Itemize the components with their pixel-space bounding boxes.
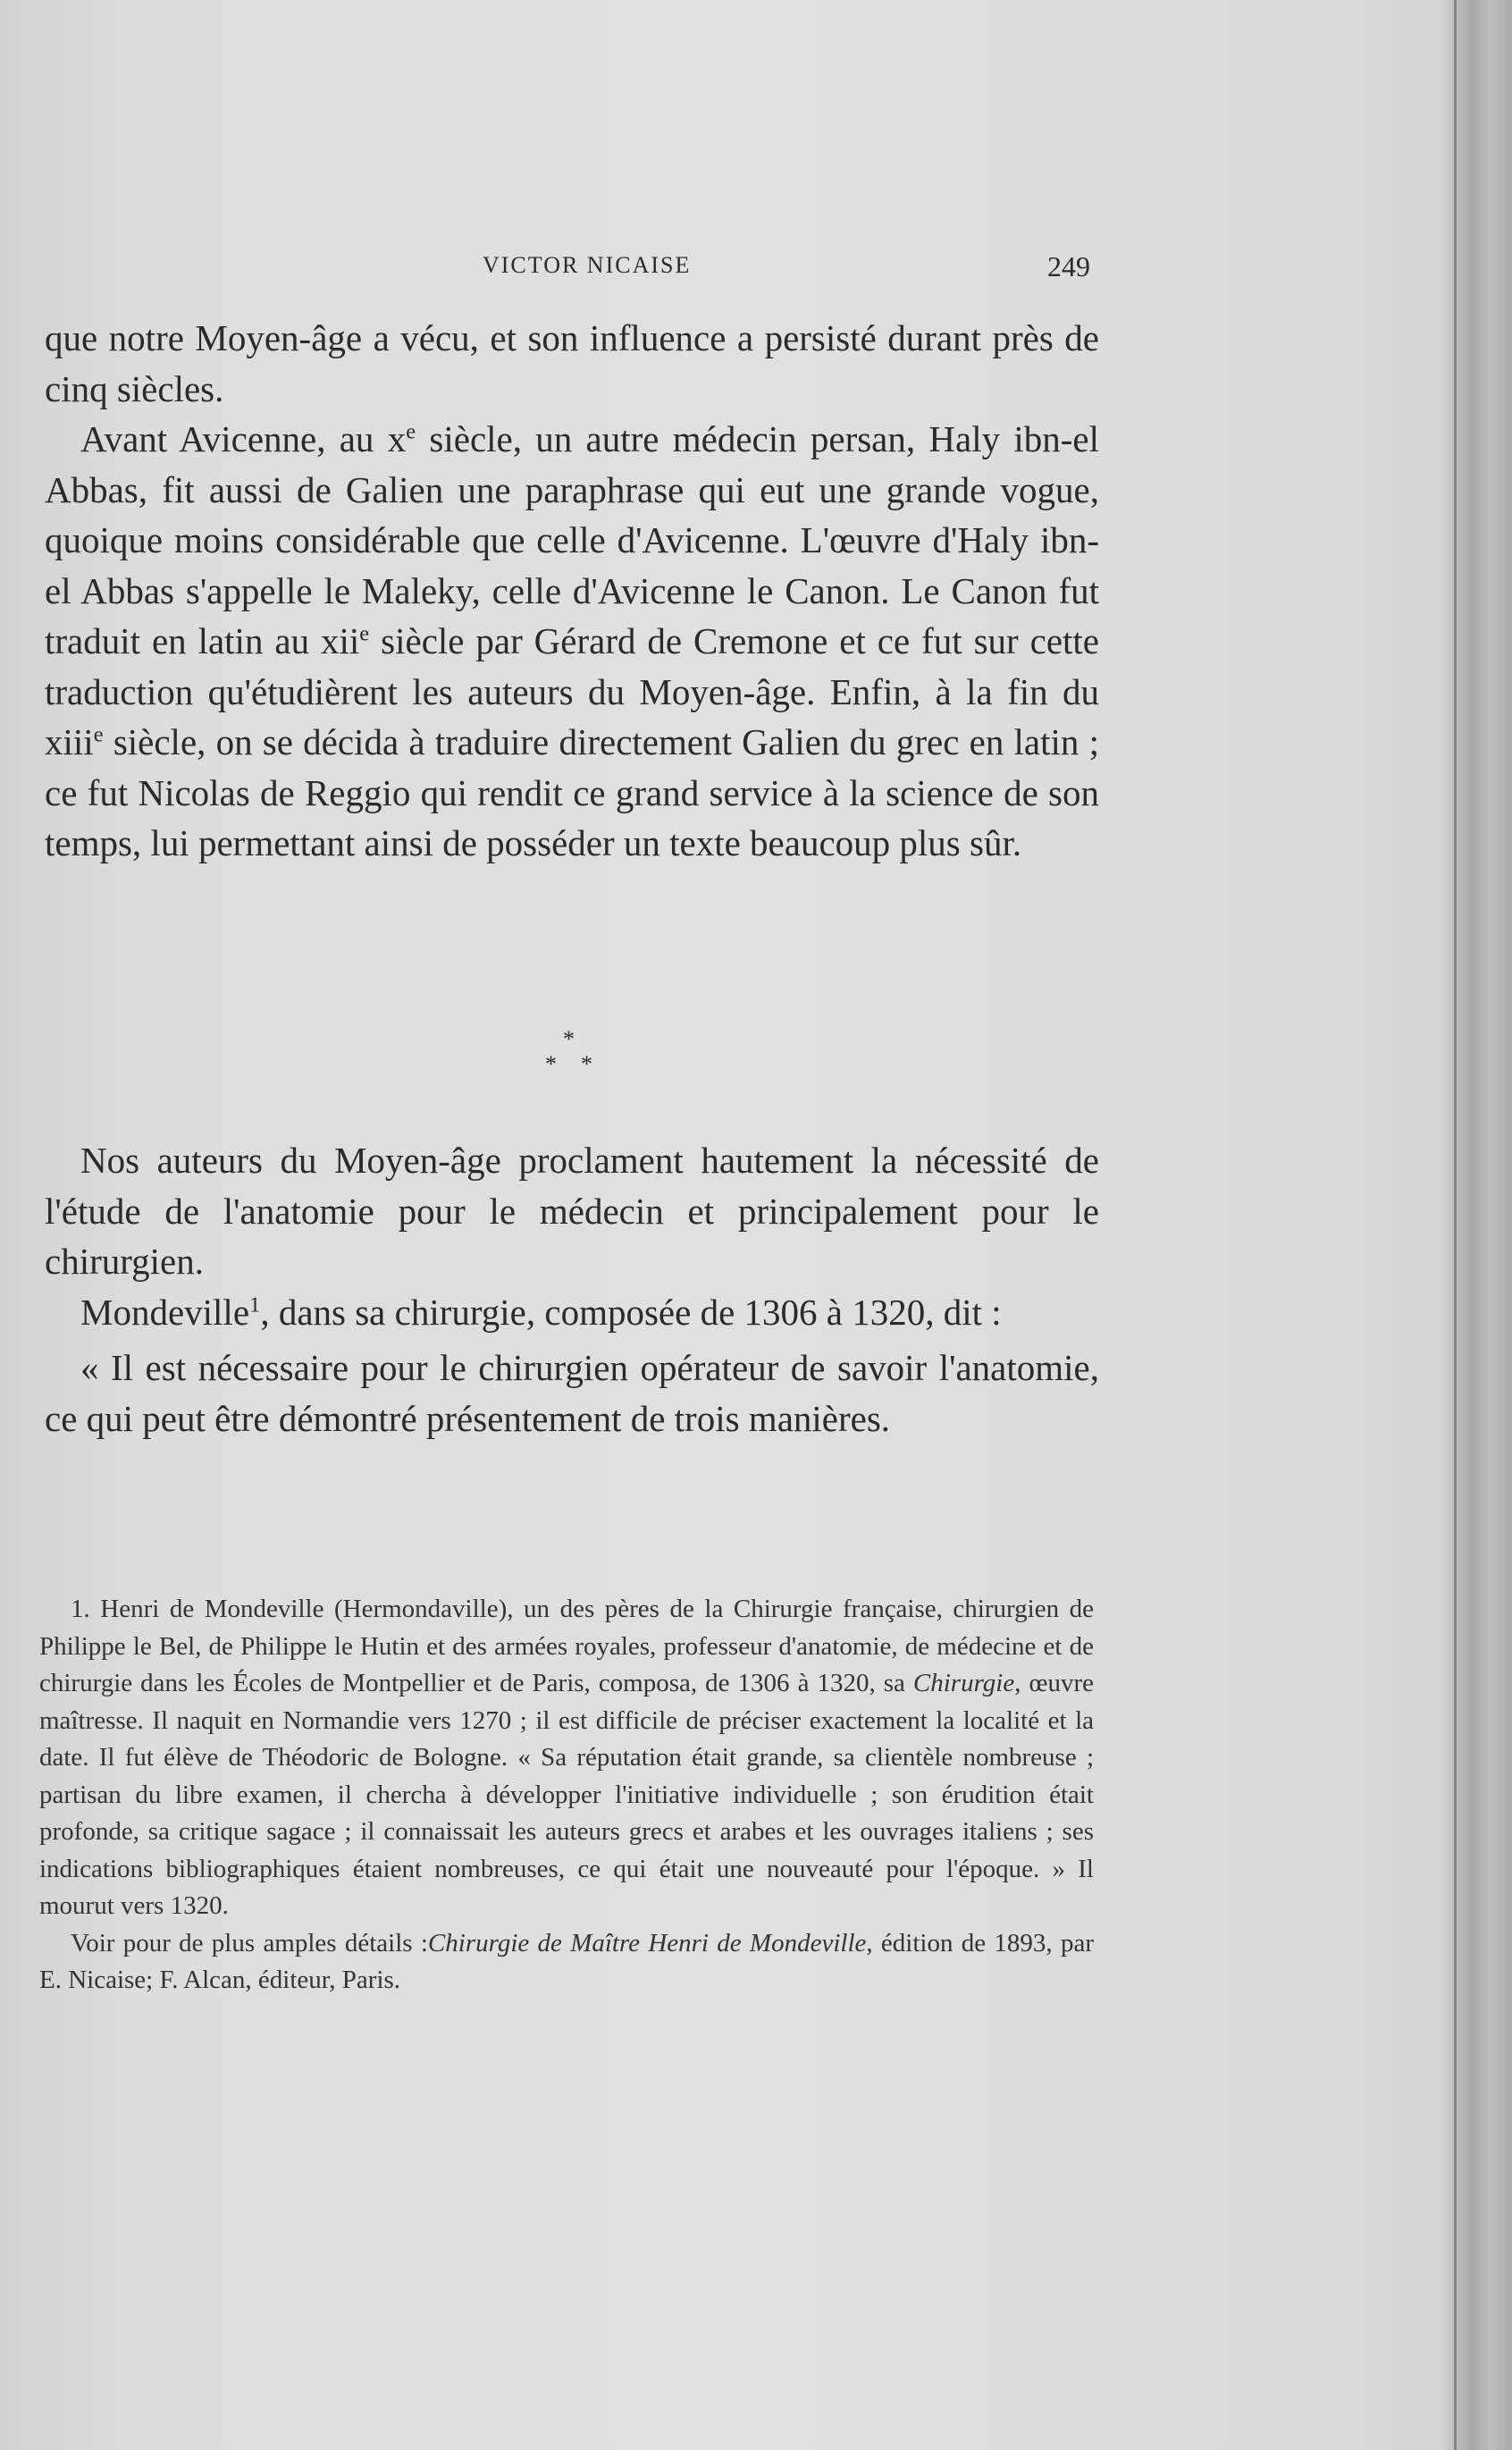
paragraph-continuation: que notre Moyen-âge a vécu, et son influence a persisté durant près de cinq siècles. (45, 317, 1099, 409)
superscript: e (359, 621, 370, 646)
page-number: 249 (1047, 250, 1090, 282)
text-run: Henri de Mondeville (Hermondaville), un des pères de la Chirurgie française, chirurgien de Philippe le Bel, de Philippe le Hutin et des armées royales, professeur d'anatomie, de médecine et de chirurgie dans les Écoles de Montpellier et de Paris, composa, de 1306 à 1320, sa (39, 1595, 1094, 1697)
footnotes (39, 1591, 1094, 2000)
text-run: siècle par Gérard de Cremone et ce fut sur cette traduction qu'étudièrent les auteurs du Moyen-âge. Enfin, à la fin du xiii (45, 620, 1099, 762)
page-edge-line (1454, 0, 1457, 2450)
footnote-1 (39, 1591, 1094, 1925)
asterism-star: * (545, 1051, 557, 1077)
asterism-star: * (563, 1026, 575, 1052)
footnote-reference-note (39, 1925, 1094, 2000)
text-run: , édition de 1893, par E. Nicaise; F. Alcan, éditeur, Paris. (39, 1928, 1094, 1994)
page-edge-shadow (1441, 0, 1512, 2450)
superscript: e (93, 722, 104, 747)
asterism-star: * (581, 1051, 592, 1077)
text-run: Voir pour de plus amples détails : (71, 1928, 428, 1957)
italic-title: Chirurgie (912, 1669, 1015, 1697)
text-run: siècle, un autre médecin persan, Haly ibn-el Abbas, fit aussi de Galien une paraphrase qui eut une grande vogue, quoique moins considérable que celle d'Avicenne. L'œuvre d'Haly ibn-el Abbas s'appelle le Maleky, celle d'Avicenne le Canon. Le Canon fut traduit en latin au xii (45, 418, 1099, 661)
running-head: VICTOR NICAISE (483, 252, 692, 278)
italic-title: Chirurgie de Maître Henri de Mondeville (427, 1928, 867, 1957)
text-run: , dans sa chirurgie, composée de 1306 à 1320, dit : (260, 1291, 1002, 1333)
body-section-1 (45, 313, 1099, 869)
text-run: Avant Avicenne, au x (80, 418, 407, 459)
text-run: , œuvre maîtresse. Il naquit en Normandie vers 1270 ; il est difficile de préciser exactement la localité et la date. Il fut élève de Théodoric de Bologne. « Sa réputation était grande, sa clientèle nombreuse ; partisan du libre examen, il chercha à développer l'initiative individuelle ; son érudition était profonde, sa critique sagace ; il connaissait les auteurs grecs et arabes et les ouvrages italiens ; ses indications bibliographiques étaient nombreuses, ce qui était une nouveauté pour l'époque. » Il mourut vers 1320. (39, 1669, 1094, 1920)
paragraph-avicenne (45, 414, 1099, 869)
text-run: Mondeville (80, 1291, 250, 1333)
body-section-2 (45, 1135, 1099, 1444)
asterism (533, 1026, 604, 1080)
paragraph-mondeville (45, 1287, 1099, 1338)
paragraph-anatomy: Nos auteurs du Moyen-âge proclament hautement la nécessité de l'étude de l'anatomie pour le médecin et principalement pour le chirurgien. (45, 1140, 1099, 1282)
paragraph-quote: « Il est nécessaire pour le chirurgien opérateur de savoir l'anatomie, ce qui peut être démontré présentement de trois manières. (45, 1347, 1099, 1439)
footnote-reference: 1 (249, 1292, 261, 1317)
superscript: e (406, 419, 416, 444)
footnote-marker: 1. (71, 1595, 90, 1623)
text-run: siècle, on se décida à traduire directement Galien du grec en latin ; ce fut Nicolas de Reggio qui rendit ce grand service à la science de son temps, lui permettant ainsi de posséder un texte beaucoup plus sûr. (45, 721, 1099, 863)
